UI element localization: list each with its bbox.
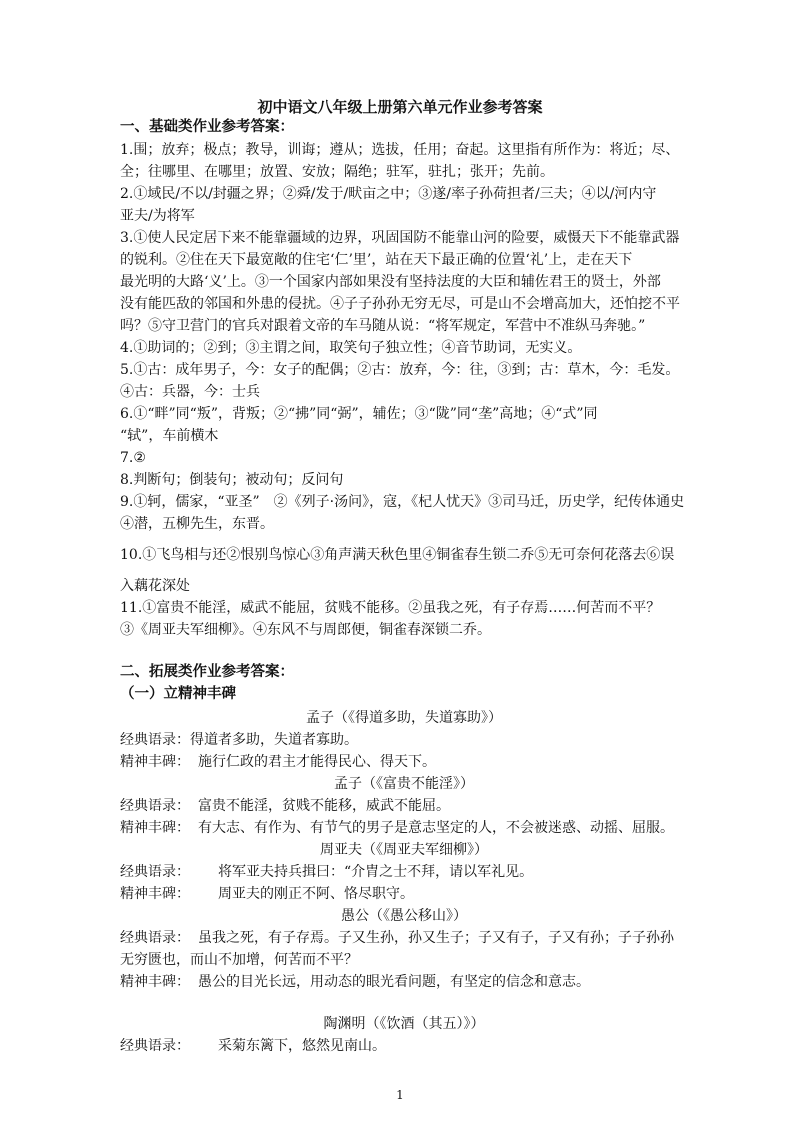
- quote-row: [120, 729, 688, 751]
- quote-label: 经典语录：: [120, 732, 190, 748]
- answer-line: “轼”，车前横木: [120, 428, 219, 444]
- spirit-label: 精神丰碑：: [120, 886, 190, 902]
- quote-text: 将军亚夫持兵揖曰：“介胄之士不拜，请以军礼见。: [218, 864, 534, 880]
- answer-line: 9.①轲，儒家，“亚圣” ②《列子·汤问》，寇，《杞人忧天》③司马迁，历史学，纪传体通史: [120, 494, 685, 510]
- quote-text: 虽我之死，有子存焉。子又生孙，孙又生子；子又有子，子又有孙；子子孙孙: [198, 930, 674, 946]
- answer-line: 亚夫/为将军: [120, 208, 195, 224]
- spirit-row: [120, 751, 688, 773]
- quote-row: [120, 927, 688, 949]
- answer-line: 的锐利。②住在天下最宽敞的住宅‘仁’里’，站在天下最正确的位置‘礼’上，走在天下: [120, 252, 633, 268]
- answer-line: ③《周亚夫军细柳》。④东风不与周郎便，铜雀春深锁二乔。: [120, 622, 491, 638]
- spirit-label: 精神丰碑：: [120, 754, 190, 770]
- answer-line: ④潜，五柳先生，东晋。: [120, 516, 274, 532]
- page-number: 1: [396, 1088, 404, 1102]
- spirit-label: 精神丰碑：: [120, 974, 190, 990]
- answer-line: 吗？⑤守卫营门的官兵对跟着文帝的车马随从说：“将军规定，军营中不准纵马奔驰。”: [120, 318, 646, 334]
- answer-line: 7.②: [120, 450, 146, 466]
- section2-heading: 二、拓展类作业参考答案：: [120, 664, 294, 680]
- quote-row: [120, 1035, 688, 1057]
- person-heading: 愚公（《愚公移山》）: [341, 908, 467, 924]
- spirit-text: 有大志、有作为、有节气的男子是意志坚定的人，不会被迷惑、动摇、屈服。: [198, 820, 674, 836]
- answer-line: ④古：兵器，今：士兵: [120, 384, 260, 400]
- answer-line: 全；往哪里、在哪里；放置、安放；隔绝；驻军，驻扎；张开；先前。: [120, 164, 554, 180]
- document-title: 初中语文八年级上册第六单元作业参考答案: [257, 98, 543, 116]
- person-heading: 陶渊明（《饮酒（其五）》）: [323, 1016, 485, 1032]
- answer-line: 6.①“畔”同“叛”，背叛；②“拂”同“弼”，辅佐；③“陇”同“垄”高地；④“式”同: [120, 406, 598, 422]
- spirit-row: [120, 817, 688, 839]
- answer-line: 入藕花深处: [120, 578, 190, 594]
- answer-line: 最光明的大路‘义’上。③一个国家内部如果没有坚持法度的大臣和辅佐君王的贤士，外部: [120, 274, 661, 290]
- quote-label: 经典语录：: [120, 798, 190, 814]
- section1-heading: 一、基础类作业参考答案：: [120, 119, 294, 135]
- person-heading: 孟子（《富贵不能淫》）: [334, 776, 474, 792]
- answer-line: 2.①域民/不以/封疆之界；②舜/发于/畎亩之中；③遂/率子孙荷担者/三夫；④以/河内守: [120, 186, 657, 202]
- answer-line: 4.①助词的；②到；③主谓之间，取笑句子独立性；④音节助词，无实义。: [120, 340, 582, 356]
- quote-row: [120, 861, 688, 883]
- quote-label: 经典语录：: [120, 930, 190, 946]
- person-heading: 孟子（《得道多助，失道寡助》）: [306, 710, 502, 726]
- answer-line: 8.判断句；倒装句；被动句；反问句: [120, 472, 344, 488]
- spirit-text: 周亚夫的刚正不阿、恪尽职守。: [218, 886, 414, 902]
- person-heading: 周亚夫（《周亚夫军细柳》）: [320, 842, 488, 858]
- quote-row: [120, 795, 688, 817]
- spirit-row: [120, 883, 688, 905]
- section2-subheading: （一）立精神丰碑: [120, 686, 236, 702]
- spirit-text: 愚公的目光长远，用动态的眼光看问题，有坚定的信念和意志。: [198, 974, 590, 990]
- quote-continuation: 无穷匮也，而山不加增，何苦而不平？: [120, 952, 358, 968]
- quote-text: 采菊东篱下，悠然见南山。: [218, 1038, 386, 1054]
- quote-label: 经典语录：: [120, 1038, 190, 1054]
- spirit-text: 施行仁政的君主才能得民心、得天下。: [198, 754, 436, 770]
- answer-line: 5.①古：成年男子，今：女子的配偶；②古：放弃，今：往，③到；古：草木，今：毛发。: [120, 362, 680, 378]
- quote-text: 富贵不能淫，贫贱不能移，威武不能屈。: [198, 798, 450, 814]
- answer-line: 1.围；放弃；极点；教导，训诲；遵从；选拔，任用；奋起。这里指有所作为：将近；尽、: [120, 142, 680, 158]
- answer-line: 3.①使人民定居下来不能靠疆域的边界，巩固国防不能靠山河的险要，威慑天下不能靠武器: [120, 230, 680, 246]
- answer-line: 没有能匹敌的邻国和外患的侵扰。④子子孙孙无穷无尽，可是山不会增高加大，还怕挖不平: [120, 296, 680, 312]
- quote-text: 得道者多助，失道者寡助。: [190, 732, 358, 748]
- spirit-label: 精神丰碑：: [120, 820, 190, 836]
- answer-line: 10.①飞鸟相与还②恨别鸟惊心③角声满天秋色里④铜雀春生锁二乔⑤无可奈何花落去⑥误: [120, 547, 675, 563]
- spirit-row: [120, 971, 688, 993]
- quote-label: 经典语录：: [120, 864, 190, 880]
- answer-line: 11.①富贵不能淫，威武不能屈，贫贱不能移。②虽我之死，有子存焉……何苦而不平？: [120, 600, 661, 616]
